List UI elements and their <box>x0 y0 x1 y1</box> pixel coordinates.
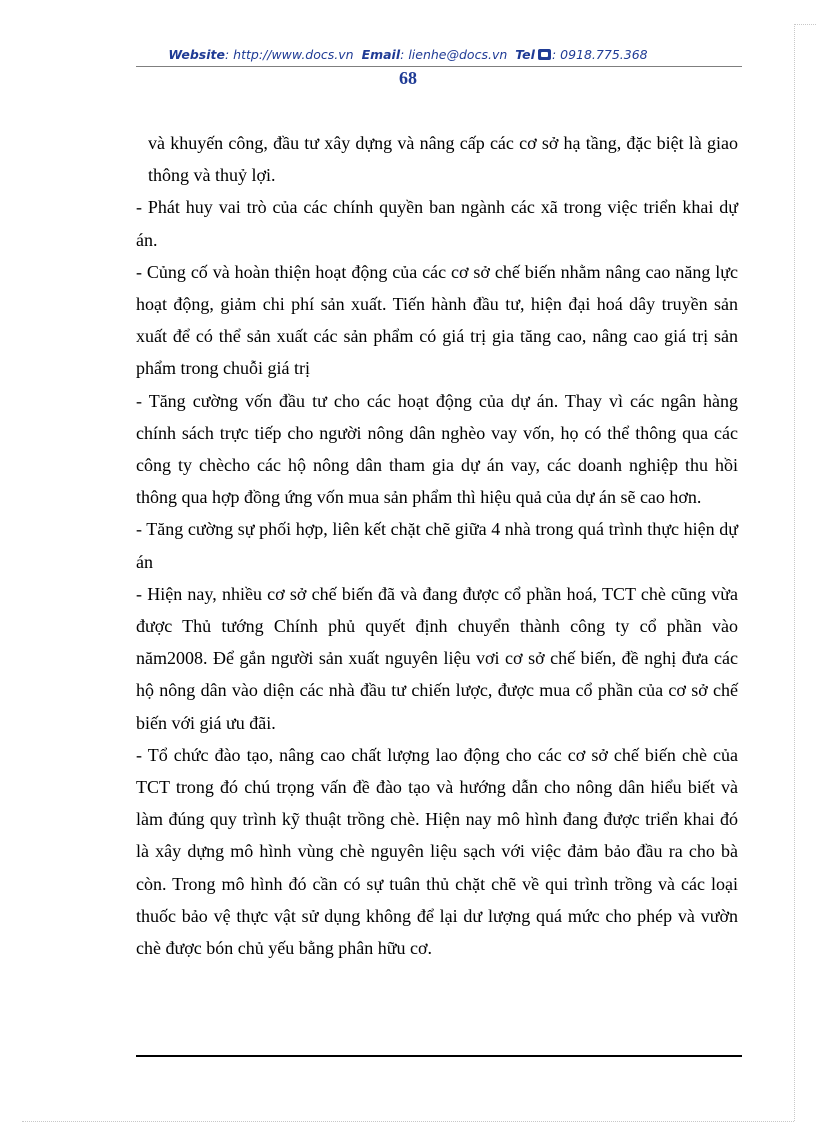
header-divider <box>136 66 742 67</box>
website-label: Website <box>168 47 225 62</box>
paragraph: - Phát huy vai trò của các chính quyền ban ngành các xã trong việc triển khai dự án. <box>136 197 738 250</box>
document-body <box>136 127 738 964</box>
paragraph: - Tăng cường sự phối hợp, liên kết chặt chẽ giữa 4 nhà trong quá trình thực hiện dự án <box>136 519 738 572</box>
tel-label: Tel <box>515 47 535 62</box>
footer-divider <box>136 1055 742 1057</box>
paragraph: - Tăng cường vốn đầu tư cho các hoạt động của dự án. Thay vì các ngân hàng chính sách trực tiếp cho người nông dân nghèo vay vốn, họ có thể thông qua các công ty chècho các hộ nông dân tham gia dự án vay, các doanh nghiệp thu hồi thông qua hợp đồng ứng vốn mua sản phẩm thì hiệu quả của dự án sẽ cao hơn. <box>136 390 738 508</box>
paragraph: - Hiện nay, nhiều cơ sở chế biến đã và đang được cổ phần hoá, TCT chè cũng vừa được Thủ tướng Chính phủ quyết định chuyển thành công ty cổ phần vào năm2008. Để gắn người sản xuất nguyên liệu vơi cơ sở chế biến, đề nghị đưa các hộ nông dân vào diện các nhà đầu tư chiến lược, được mua cổ phần của cơ sở chế biến với giá ưu đãi. <box>136 583 738 733</box>
page-border-corner <box>794 24 816 25</box>
paragraph: - Củng cố và hoàn thiện hoạt động của các cơ sở chế biến nhằm nâng cao năng lực hoạt động, giảm chi phí sản xuất. Tiến hành đầu tư, hiện đại hoá dây truyền sản xuất để có thể sản xuất các sản phẩm có giá trị gia tăng cao, nâng cao giá trị sản phẩm trong chuỗi giá trị <box>136 261 738 379</box>
email-label: Email <box>361 47 401 62</box>
page-border-right <box>794 24 795 1121</box>
email-value[interactable]: : lienhe@docs.vn <box>400 47 508 62</box>
page-border-bottom <box>22 1121 794 1122</box>
telephone-icon <box>538 49 551 60</box>
paragraph: - Tổ chức đào tạo, nâng cao chất lượng lao động cho các cơ sở chế biến chè của TCT trong đó chú trọng vấn đề đào tạo và hướng dẫn cho nông dân hiểu biết và làm đúng quy trình kỹ thuật trồng chè. Hiện nay mô hình đang được triển khai đó là xây dựng mô hình vùng chè nguyên liệu sạch với việc đảm bảo đầu ra cho bà còn. Trong mô hình đó cần có sự tuân thủ chặt chẽ về qui trình trồng và các loại thuốc bảo vệ thực vật sử dụng không để lại dư lượng quá mức cho phép và vườn chè được bón chủ yếu bằng phân hữu cơ. <box>136 744 738 959</box>
page-header <box>0 47 816 62</box>
website-value[interactable]: : http://www.docs.vn <box>224 47 354 62</box>
page-number: 68 <box>399 68 417 88</box>
paragraph: và khuyến công, đầu tư xây dựng và nâng cấp các cơ sở hạ tầng, đặc biệt là giao thông và thuỷ lợi. <box>148 133 738 186</box>
tel-value: : 0918.775.368 <box>551 47 648 62</box>
